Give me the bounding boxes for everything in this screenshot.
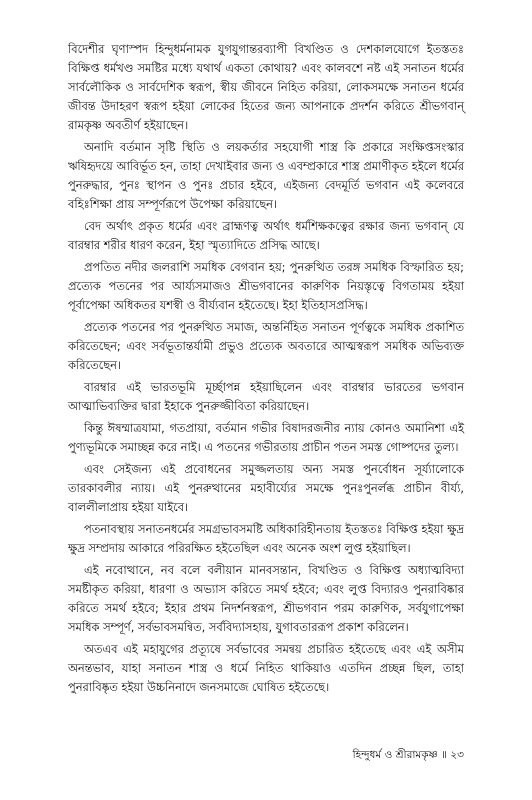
page-footer [353,748,464,762]
paragraph-9: পতনাবস্থায় সনাতনধর্মের সমগ্রভাবসমষ্টি অধিকারিহীনতায় ইতস্ততঃ বিক্ষিপ্ত হইয়া ক্ষুদ্র ক্ষুদ্র সম্প্রদায় আকারে পরিরক্ষিত হইতেছিল এবং অনেক অংশ লুপ্ত হইয়াছিল। [68,522,464,555]
footer-separator: ॥ [441,749,447,761]
paragraph-8: এবং সেইজন্য এই প্রবোধনের সমুজ্জলতায় অন্য সমস্ত পুনর্বোধন সূর্য্যালোকে তারকাবলীর ন্যায়। এই পুনরুত্থানের মহাবীর্য্যের সমক্ষে পুনঃপুনর্লব্ধ প্রাচীন বীর্য্য, বাললীলাপ্রায় হইয়া যাইবে। [68,462,464,514]
page-number: ২৩ [450,749,464,761]
paragraph-5: প্রত্যেক পতনের পর পুনরুত্থিত সমাজ, অন্তর্নিহিত সনাতন পূর্ণত্বকে সমধিক প্রকাশিত করিতেছেন; এবং সর্বভূতান্তর্যামী প্রভুও প্রত্যেক অবতারে আত্মস্বরূপ সমধিক অভিব্যক্ত করিতেছেন। [68,320,464,372]
paragraph-11: অতএব এই মহাযুগের প্রত্যূষে সর্বভাবের সমন্বয় প্রচারিত হইতেছে এবং এই অসীম অনন্তভাব, যাহা সনাতন শাস্ত্র ও ধর্মে নিহিত থাকিয়াও এতদিন প্রচ্ছন্ন ছিল, তাহা পুনরাবিষ্কৃত হইয়া উচ্চনিনাদে জনসমাজে ঘোষিত হইতেছে। [68,642,464,694]
paragraph-7: কিন্তু ঈষম্মাত্রযামা, গতপ্রায়া, বর্তমান গভীর বিষাদরজনীর ন্যায় কোনও অমানিশা এই পুণ্যভূমিকে সমাচ্ছন্ন করে নাই। এ পতনের গভীরতায় প্রাচীন পতন সমস্ত গোষ্পদের তুল্য। [68,421,464,454]
paragraph-6: বারম্বার এই ভারতভূমি মূর্চ্ছাপন্ন হইয়াছিলেন এবং বারম্বার ভারতের ভগবান আত্মাভিব্যক্তির দ্বারা ইহাকে পুনরুজ্জীবিতা করিয়াছেন। [68,380,464,413]
running-title: হিন্দুধর্ম ও শ্রীরামকৃষ্ণ [352,749,438,761]
paragraph-2: অনাদি বর্তমান সৃষ্টি স্থিতি ও লয়কর্তার সহযোগী শাস্ত্র কি প্রকারে সংক্ষিপ্তসংস্কার ঋষিহৃদয়ে আবির্ভূত হন, তাহা দেখাইবার জন্য ও এবম্প্রকারে শাস্ত্র প্রমাণীকৃত হইলে ধর্মের পুনরুদ্ধার, পুনঃ স্থাপন ও পুনঃ প্রচার হইবে, এইজন্য বেদমূর্তি ভগবান এই কলেবরে বহিঃশিক্ষা প্রায় সম্পূর্ণরূপে উপেক্ষা করিয়াছেন। [68,140,464,211]
paragraph-3: বেদ অর্থাৎ প্রকৃত ধর্মের এবং ব্রাহ্মণত্ব অর্থাৎ ধর্মশিক্ষকত্বের রক্ষার জন্য ভগবান্ যে বারম্বার শরীর ধারণ করেন, ইহা স্মৃত্যাদিতে প্রসিদ্ধ আছে। [68,219,464,252]
body-text [68,40,464,697]
paragraph-4: প্রপতিত নদীর জলরাশি সমধিক বেগবান হয়; পুনরুত্থিত তরঙ্গ সমধিক বিস্ফারিত হয়; প্রত্যেক পতনের পর আর্য্যসমাজও শ্রীভগবানের কারুণিক নিয়স্তৃত্বে বিগতাময় হইয়া পূর্বাপেক্ষা অধিকতর যশস্বী ও বীর্য্যবান হইতেছে। ইহা ইতিহাসপ্রসিদ্ধ। [68,260,464,312]
paragraph-10: এই নবোত্থানে, নব বলে বলীয়ান মানবসন্তান, বিখণ্ডিত ও বিক্ষিপ্ত অধ্যাত্মবিদ্যা সমষ্টীকৃত করিয়া, ধারণা ও অভ্যাস করিতে সমর্থ হইবে; এবং লুপ্ত বিদ্যারও পুনরাবিষ্কার করিতে সমর্থ হইবে; ইহার প্রথম নিদর্শনস্বরূপ, শ্রীভগবান পরম কারুণিক, সর্বযুগাপেক্ষা সমধিক সম্পূর্ণ, সর্বভাবসমন্বিত, সর্ববিদ্যাসহায়, যুগাবতাররূপ প্রকাশ করিলেন। [68,563,464,634]
paragraph-1: বিদেশীর ঘৃণাস্পদ হিন্দুধর্মনামক যুগযুগান্তরব্যাপী বিখণ্ডিত ও দেশকালযোগে ইতস্ততঃ বিক্ষিপ্ত ধর্মখণ্ড সমষ্টির মধ্যে যথার্থ একতা কোথায়? এবং কালবশে নষ্ট এই সনাতন ধর্মের সার্বলৌকিক ও সার্বদেশিক স্বরূপ, স্বীয় জীবনে নিহিত করিয়া, লোকসমক্ষে সনাতন ধর্মের জীবন্ত উদাহরণ স্বরূপ হইয়া লোকের হিতের জন্য আপনাকে প্রদর্শন করিতে শ্রীভগবান্ রামকৃষ্ণ অবতীর্ণ হইয়াছেন। [68,42,464,132]
